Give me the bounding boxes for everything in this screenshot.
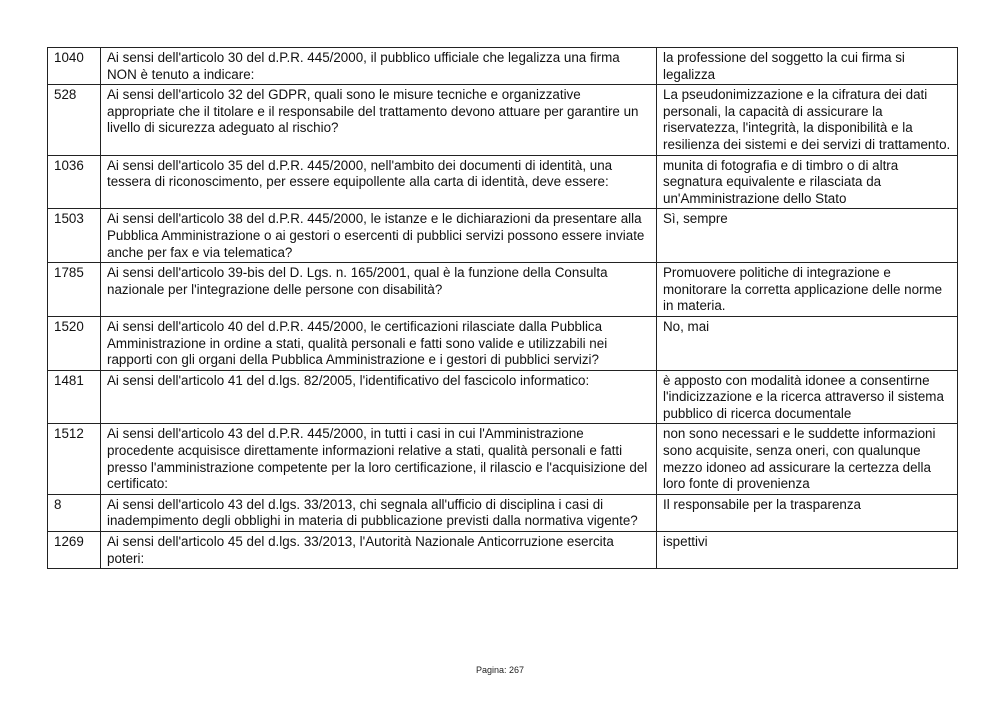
row-id: 528: [48, 85, 101, 155]
row-id: 1269: [48, 532, 101, 569]
row-answer: La pseudonimizzazione e la cifratura dei dati personali, la capacità di assicurare la riservatezza, l'integrità, la disponibilità e la resilienza dei sistemi e dei servizi di trattamento.: [657, 85, 958, 155]
row-answer: ispettivi: [657, 532, 958, 569]
row-id: 1503: [48, 209, 101, 263]
table-row: [48, 370, 958, 424]
table-row: [48, 494, 958, 531]
row-answer: è apposto con modalità idonee a consentirne l'indicizzazione e la ricerca attraverso il sistema pubblico di ricerca documentale: [657, 370, 958, 424]
row-id: 1036: [48, 155, 101, 209]
qa-table: [47, 47, 958, 569]
table-row: [48, 48, 958, 85]
row-question: Ai sensi dell'articolo 43 del d.P.R. 445/2000, in tutti i casi in cui l'Amministrazione procedente acquisisce direttamente informazioni relative a stati, qualità personali e fatti presso l'amministrazione competente per la loro certificazione, il rilascio e l'acquisizione del certificato:: [101, 424, 657, 494]
row-id: 1040: [48, 48, 101, 85]
row-question: Ai sensi dell'articolo 41 del d.lgs. 82/2005, l'identificativo del fascicolo informatico:: [101, 370, 657, 424]
table-row: [48, 532, 958, 569]
row-id: 1520: [48, 316, 101, 370]
row-answer: la professione del soggetto la cui firma si legalizza: [657, 48, 958, 85]
row-answer: Sì, sempre: [657, 209, 958, 263]
row-question: Ai sensi dell'articolo 32 del GDPR, quali sono le misure tecniche e organizzative appropriate che il titolare e il responsabile del trattamento devono attuare per garantire un livello di sicurezza adeguato al rischio?: [101, 85, 657, 155]
row-question: Ai sensi dell'articolo 40 del d.P.R. 445/2000, le certificazioni rilasciate dalla Pubblica Amministrazione in ordine a stati, qualità personali e fatti sono valide e utilizzabili nei rapporti con gli organi della Pubblica Amministrazione e i gestori di pubblici servizi?: [101, 316, 657, 370]
row-question: Ai sensi dell'articolo 30 del d.P.R. 445/2000, il pubblico ufficiale che legalizza una firma NON è tenuto a indicare:: [101, 48, 657, 85]
row-answer: munita di fotografia e di timbro o di altra segnatura equivalente e rilasciata da un'Amministrazione dello Stato: [657, 155, 958, 209]
row-question: Ai sensi dell'articolo 38 del d.P.R. 445/2000, le istanze e le dichiarazioni da presentare alla Pubblica Amministrazione o ai gestori o esercenti di pubblici servizi possono essere inviate anche per fax e via telematica?: [101, 209, 657, 263]
row-answer: Il responsabile per la trasparenza: [657, 494, 958, 531]
row-id: 1512: [48, 424, 101, 494]
row-answer: Promuovere politiche di integrazione e monitorare la corretta applicazione delle norme in materia.: [657, 263, 958, 317]
row-question: Ai sensi dell'articolo 45 del d.lgs. 33/2013, l'Autorità Nazionale Anticorruzione esercita poteri:: [101, 532, 657, 569]
table-row: [48, 209, 958, 263]
table-row: [48, 155, 958, 209]
row-id: 8: [48, 494, 101, 531]
row-question: Ai sensi dell'articolo 39-bis del D. Lgs. n. 165/2001, qual è la funzione della Consulta nazionale per l'integrazione delle persone con disabilità?: [101, 263, 657, 317]
table-row: [48, 424, 958, 494]
table-row: [48, 316, 958, 370]
row-question: Ai sensi dell'articolo 43 del d.lgs. 33/2013, chi segnala all'ufficio di disciplina i casi di inadempimento degli obblighi in materia di pubblicazione previsti dalla normativa vigente?: [101, 494, 657, 531]
row-id: 1785: [48, 263, 101, 317]
row-question: Ai sensi dell'articolo 35 del d.P.R. 445/2000, nell'ambito dei documenti di identità, una tessera di riconoscimento, per essere equipollente alla carta di identità, deve essere:: [101, 155, 657, 209]
row-answer: No, mai: [657, 316, 958, 370]
table-row: [48, 85, 958, 155]
page-number: Pagina: 267: [475, 665, 525, 675]
row-id: 1481: [48, 370, 101, 424]
table-row: [48, 263, 958, 317]
row-answer: non sono necessari e le suddette informazioni sono acquisite, senza oneri, con qualunque mezzo idoneo ad assicurare la certezza della loro fonte di provenienza: [657, 424, 958, 494]
